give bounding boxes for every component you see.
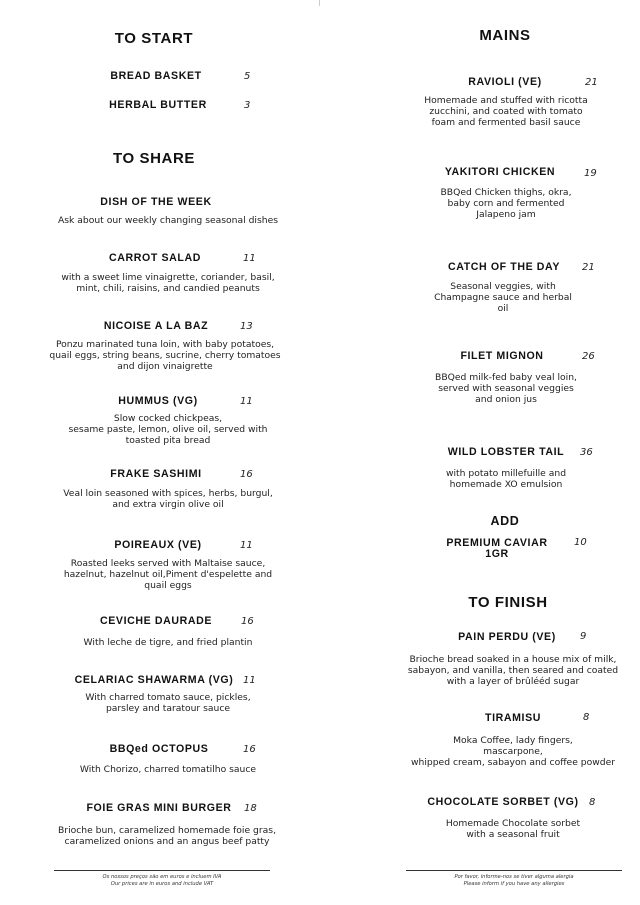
menu-item-price: 16 bbox=[243, 744, 256, 755]
footer-note-prices: Os nossos preços são em euros e incluem IVA Our prices are in euros and include VAT bbox=[102, 874, 222, 887]
menu-item-name: CEVICHE DAURADE bbox=[99, 615, 212, 627]
menu-item-name: CARROT SALAD bbox=[109, 252, 201, 264]
menu-item-description: Roasted leeks served with Maltaise sauce, hazelnut, hazelnut oil,Piment d'espelette and quail eggs bbox=[63, 558, 273, 591]
menu-item-name: FRAKE SASHIMI bbox=[110, 468, 202, 480]
menu-item-name: FOIE GRAS MINI BURGER bbox=[86, 802, 232, 814]
menu-item-name: RAVIOLI (VE) bbox=[468, 76, 542, 88]
menu-item-name: TIRAMISU bbox=[485, 712, 541, 724]
menu-item-description: With leche de tigre, and fried plantin bbox=[83, 637, 253, 648]
section-heading-add: ADD bbox=[490, 514, 520, 528]
section-heading-to-finish: TO FINISH bbox=[468, 594, 548, 611]
menu-item-name: NICOISE A LA BAZ bbox=[103, 320, 209, 332]
menu-item-description: Slow cocked chickpeas, sesame paste, lemon, olive oil, served with toasted pita bread bbox=[68, 413, 268, 446]
footer-divider bbox=[406, 870, 622, 871]
menu-item-price: 11 bbox=[240, 396, 253, 407]
menu-item-price: 9 bbox=[580, 631, 587, 642]
menu-item-name: WILD LOBSTER TAIL bbox=[447, 446, 565, 458]
menu-item-description: With Chorizo, charred tomatilho sauce bbox=[79, 764, 257, 775]
menu-item-name: DISH OF THE WEEK bbox=[100, 196, 212, 208]
menu-item-price: 16 bbox=[241, 616, 254, 627]
menu-item-description: Homemade Chocolate sorbet with a seasonal fruit bbox=[445, 818, 581, 840]
menu-item-description: with a sweet lime vinaigrette, coriander, basil, mint, chili, raisins, and candied peanuts bbox=[61, 272, 275, 294]
menu-item-description: Brioche bun, caramelized homemade foie gras, caramelized onions and an angus beef patty bbox=[57, 825, 276, 847]
menu-item-price: 11 bbox=[240, 540, 253, 551]
menu-item-description: Ask about our weekly changing seasonal dishes bbox=[57, 215, 279, 226]
menu-item-description: with potato millefuille and homemade XO emulsion bbox=[445, 468, 567, 490]
menu-item-name: BBQed OCTOPUS bbox=[109, 743, 209, 755]
menu-item-price: 21 bbox=[585, 77, 598, 88]
menu-item-name: YAKITORI CHICKEN bbox=[444, 166, 556, 178]
menu-item-description: BBQed Chicken thighs, okra, baby corn and fermented Jalapeno jam bbox=[440, 187, 572, 220]
section-heading-to-share: TO SHARE bbox=[112, 150, 196, 167]
menu-item-price: 5 bbox=[244, 71, 251, 82]
menu-item-description: Moka Coffee, lady fingers, mascarpone, whipped cream, sabayon and coffee powder bbox=[411, 735, 615, 768]
menu-item-description: Homemade and stuffed with ricotta zucchini, and coated with tomato foam and fermented basil sauce bbox=[424, 95, 588, 128]
menu-item-price: 16 bbox=[240, 469, 253, 480]
menu-item-price: 19 bbox=[584, 168, 597, 179]
menu-item-price: 8 bbox=[589, 797, 596, 808]
menu-item-price: 8 bbox=[583, 712, 590, 723]
menu-item-name: HUMMUS (VG) bbox=[118, 395, 198, 407]
menu-item-price: 26 bbox=[582, 351, 595, 362]
menu-item-price: 10 bbox=[574, 537, 587, 548]
footer-divider bbox=[54, 870, 270, 871]
menu-item-price: 13 bbox=[240, 321, 253, 332]
menu-item-name: CATCH OF THE DAY bbox=[447, 261, 560, 273]
menu-item-price: 11 bbox=[243, 675, 256, 686]
menu-item-name: PAIN PERDU (VE) bbox=[458, 631, 556, 643]
menu-item-description: BBQed milk-fed baby veal loin, served with seasonal veggies and onion jus bbox=[435, 372, 577, 405]
menu-item-description: Veal loin seasoned with spices, herbs, burgul, and extra virgin olive oil bbox=[63, 488, 273, 510]
menu-item-price: 3 bbox=[244, 100, 251, 111]
menu-item-price: 18 bbox=[244, 803, 257, 814]
footer-note-allergies: Por favor, informe-nos se tiver alguma alergia Please inform if you have any allergies bbox=[454, 874, 574, 887]
section-heading-to-start: TO START bbox=[114, 30, 194, 47]
menu-item-name: FILET MIGNON bbox=[460, 350, 544, 362]
menu-item-price: 21 bbox=[582, 262, 595, 273]
menu-item-description: Brioche bread soaked in a house mix of milk, sabayon, and vanilla, then seared and coated with a layer of brûlééd sugar bbox=[407, 654, 619, 687]
menu-item-description: Seasonal veggies, with Champagne sauce and herbal oil bbox=[434, 281, 572, 314]
section-heading-mains: MAINS bbox=[479, 27, 531, 44]
menu-item-name: BREAD BASKET bbox=[110, 70, 202, 82]
menu-item-name: HERBAL BUTTER bbox=[109, 99, 207, 111]
menu-item-description: Ponzu marinated tuna loin, with baby potatoes, quail eggs, string beans, sucrine, cherry tomatoes and dijon vinaigrette bbox=[49, 339, 281, 372]
menu-item-name: PREMIUM CAVIAR 1GR bbox=[446, 537, 548, 560]
menu-item-name: POIREAUX (VE) bbox=[114, 539, 202, 551]
menu-item-price: 36 bbox=[580, 447, 593, 458]
menu-item-description: With charred tomato sauce, pickles, parsley and taratour sauce bbox=[85, 692, 251, 714]
menu-item-name: CHOCOLATE SORBET (VG) bbox=[427, 796, 579, 808]
page-fold-mark bbox=[319, 0, 320, 6]
menu-item-name: CELARIAC SHAWARMA (VG) bbox=[74, 674, 234, 686]
menu-item-price: 11 bbox=[243, 253, 256, 264]
